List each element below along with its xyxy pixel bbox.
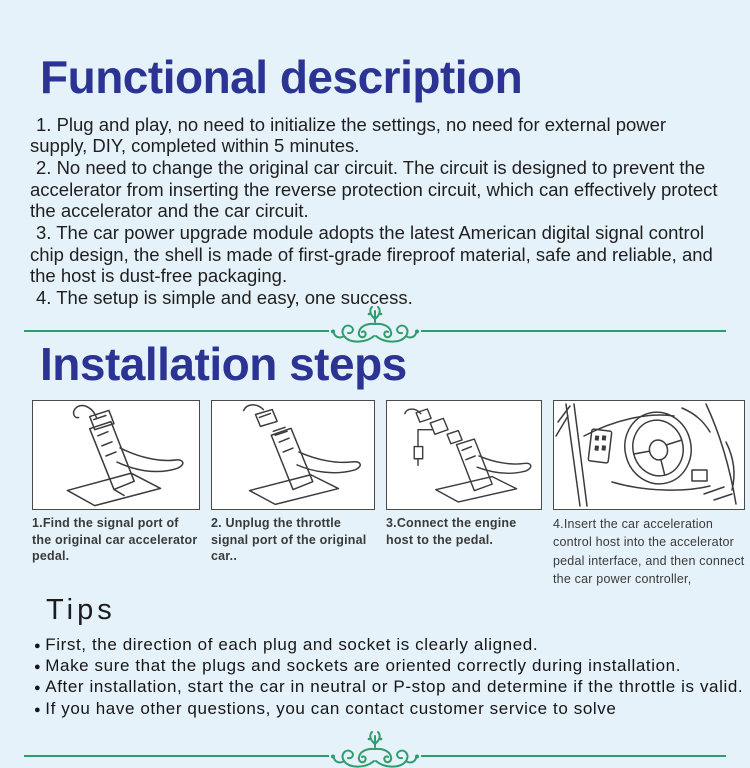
- installation-steps-row: [32, 400, 745, 588]
- divider-line-right: [421, 330, 726, 332]
- step-1-caption: 1.Find the signal port of the original car accelerator pedal.: [32, 516, 198, 563]
- tip-text-3: After installation, start the car in neutral or P-stop and determine if the throttle is valid.: [45, 677, 744, 697]
- divider-line-left: [24, 330, 329, 332]
- step-4-caption: 4.Insert the car acceleration control host into the accelerator pedal interface, and then connect the car power controller,: [553, 517, 745, 586]
- divider-line-left: [24, 755, 329, 757]
- flourish-ornament-icon: [329, 730, 421, 768]
- tip-item-1: [34, 635, 750, 656]
- bullet-icon: ●: [34, 703, 42, 716]
- tip-item-2: [34, 656, 750, 677]
- functional-description-list: [30, 114, 726, 309]
- section-divider-top: [0, 305, 750, 341]
- step-2-caption: 2. Unplug the throttle signal port of the original car..: [211, 516, 367, 563]
- functional-item-3: 3. The car power upgrade module adopts the latest American digital signal control chip design, the shell is made of first-grade fireproof material, safe and reliable, and the host is dust-free packaging.: [30, 222, 713, 287]
- functional-description-title: Functional description: [40, 51, 523, 103]
- bullet-icon: ●: [34, 661, 42, 674]
- divider-line-right: [421, 755, 726, 757]
- bullet-icon: ●: [34, 682, 42, 695]
- step-3-pedal-illustration: [386, 400, 542, 510]
- tips-title: Tips: [46, 593, 116, 626]
- section-divider-bottom: [0, 730, 750, 766]
- tip-item-3: [34, 677, 750, 698]
- step-3-caption: 3.Connect the engine host to the pedal.: [386, 516, 517, 547]
- tip-text-1: First, the direction of each plug and socket is clearly aligned.: [45, 634, 539, 654]
- functional-item-2: 2. No need to change the original car circuit. The circuit is designed to prevent the accelerator from inserting the reverse protection circuit, which can effectively protect the accelerator and the car circuit.: [30, 156, 718, 222]
- installation-step-1: [32, 400, 200, 564]
- installation-step-4: [553, 400, 745, 588]
- functional-item-4: 4. The setup is simple and easy, one success.: [36, 287, 413, 309]
- installation-step-3: [386, 400, 542, 548]
- step-2-pedal-illustration: [211, 400, 375, 510]
- step-1-pedal-illustration: [32, 400, 200, 510]
- tip-item-4: [34, 699, 750, 720]
- step-4-car-interior-illustration: [553, 400, 745, 510]
- installation-steps-title: Installation steps: [40, 337, 407, 390]
- installation-step-2: [211, 400, 375, 564]
- tip-text-4: If you have other questions, you can contact customer service to solve: [45, 698, 617, 718]
- functional-item-1: 1. Plug and play, no need to initialize the settings, no need for external power supply, DIY, completed within 5 minutes.: [30, 113, 667, 157]
- tip-text-2: Make sure that the plugs and sockets are oriented correctly during installation.: [45, 656, 682, 676]
- bullet-icon: ●: [34, 639, 42, 652]
- tips-list: [34, 635, 750, 720]
